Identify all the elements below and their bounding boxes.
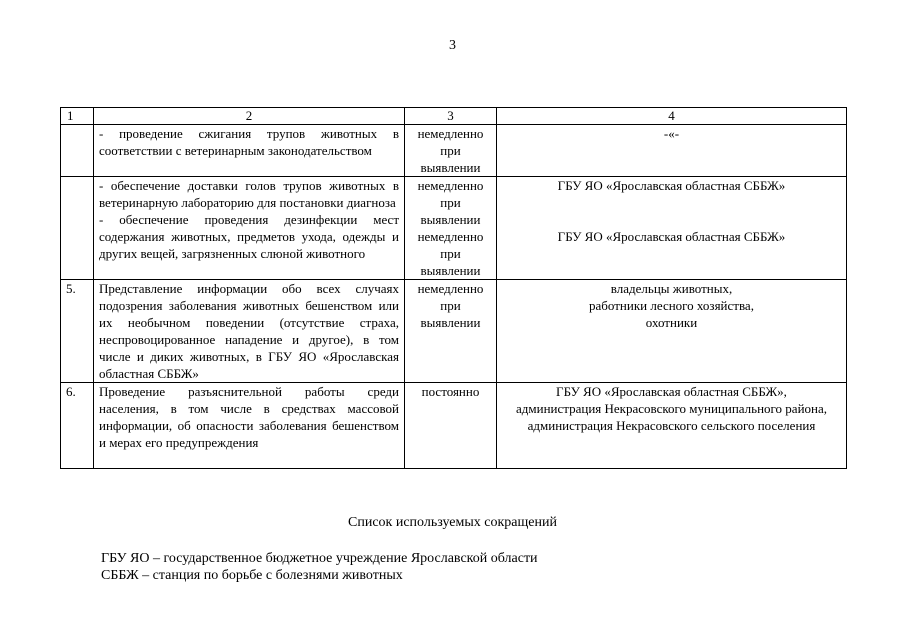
description-paragraph: - проведение сжигания трупов животных в соответствии с ветеринарным законодательством	[99, 126, 399, 158]
responsible-text: охотники	[645, 315, 698, 330]
row-description	[94, 383, 405, 469]
responsible-text: администрация Некрасовского сельского поселения	[527, 418, 816, 433]
abbreviation-line: СББЖ – станция по борьбе с болезнями животных	[101, 568, 403, 583]
table-row	[61, 125, 847, 177]
term-text: немедленно при выявлении	[417, 178, 484, 227]
term-text: немедленно при выявлении	[417, 229, 484, 278]
table-row	[61, 280, 847, 383]
description-paragraph: Представление информации обо всех случаях подозрения заболевания животных бешенством или их необычном поведении (отсутствие страха, неспровоцированное нападение и другое), в том числе и диких животных, в ГБУ ЯО «Ярославская областная СББЖ»	[99, 281, 399, 381]
row-number: 6.	[61, 383, 94, 469]
abbreviations-title: Список используемых сокращений	[348, 515, 557, 530]
responsible-text: ГБУ ЯО «Ярославская областная СББЖ»	[557, 229, 786, 244]
row-responsible	[497, 177, 847, 280]
responsible-text: ГБУ ЯО «Ярославская областная СББЖ»,	[556, 384, 787, 399]
header-col-3: 3	[405, 108, 497, 125]
row-term	[405, 383, 497, 469]
row-responsible	[497, 125, 847, 177]
term-text: немедленно при выявлении	[417, 126, 484, 175]
row-description	[94, 280, 405, 383]
responsible-text: администрация Некрасовского муниципального района,	[516, 401, 827, 416]
row-term	[405, 177, 497, 280]
table-row	[61, 383, 847, 469]
abbreviation-line: ГБУ ЯО – государственное бюджетное учреждение Ярославской области	[101, 551, 538, 566]
row-number	[61, 177, 94, 280]
term-text: немедленно при выявлении	[417, 281, 484, 330]
description-paragraph: Проведение разъяснительной работы среди населения, в том числе в средствах массовой информации, об опасности заболевания бешенством и мерах его предупреждения	[99, 384, 399, 450]
row-responsible	[497, 280, 847, 383]
row-description	[94, 177, 405, 280]
measures-table	[60, 107, 847, 469]
header-col-1: 1	[61, 108, 94, 125]
header-col-2: 2	[94, 108, 405, 125]
responsible-text: -«-	[663, 126, 680, 141]
page-number: 3	[449, 38, 456, 53]
row-responsible	[497, 383, 847, 469]
description-paragraph: - обеспечение проведения дезинфекции мест содержания животных, предметов ухода, одежды и других вещей, загрязненных слюной животного	[99, 212, 399, 261]
row-description	[94, 125, 405, 177]
responsible-text: владельцы животных,	[610, 281, 733, 296]
table-header-row	[61, 108, 847, 125]
table-row	[61, 177, 847, 280]
row-number: 5.	[61, 280, 94, 383]
description-paragraph: - обеспечение доставки голов трупов животных в ветеринарную лабораторию для постановки диагноза	[99, 178, 399, 210]
row-number	[61, 125, 94, 177]
header-col-4: 4	[497, 108, 847, 125]
responsible-text: ГБУ ЯО «Ярославская областная СББЖ»	[557, 178, 786, 193]
responsible-text: работники лесного хозяйства,	[589, 298, 754, 313]
row-term	[405, 280, 497, 383]
row-term	[405, 125, 497, 177]
term-text: постоянно	[421, 384, 480, 399]
